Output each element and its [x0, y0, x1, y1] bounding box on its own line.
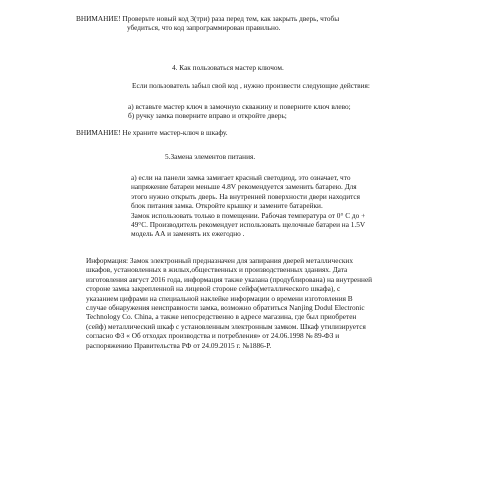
info-line: изготовления август 2016 года, информация также указана (продублирована) на внутренней — [86, 274, 373, 284]
warning-label: ВНИМАНИЕ! — [76, 14, 121, 23]
section-4-intro: Если пользователь забыл свой код , нужно произвести следующие действия: — [132, 81, 370, 90]
info-line: Замок электронный предназначен для запирания дверей металлических — [129, 256, 353, 265]
section-5-line: 49°С. Производитель рекомендует использовать щелочные батареи на 1.5V — [131, 220, 366, 230]
warning-text: Не храните мастер-ключ в шкафу. — [122, 128, 228, 137]
info-line: Technology Co. China, а также непосредственно в адресе магазина, где был приобретен — [86, 312, 357, 322]
section-5-line: Замок использовать только в помещении. Рабочая температура от 0° С до + — [131, 210, 366, 220]
warning-text-line-1: Проверьте новый код 3(три) раза перед тем, как закрыть дверь, чтобы — [122, 14, 340, 23]
section-5-line: а) если на панели замка замигает красный светодиод, это означает, что — [131, 173, 351, 182]
section-5-heading: 5.Замена элементов питания. — [165, 152, 256, 161]
warning-label: ВНИМАНИЕ! — [76, 128, 121, 137]
section-4-heading: 4. Как пользоваться мастер ключом. — [172, 63, 284, 72]
section-5-line: блок питания замка. Откройте крышку и замените батарейки. — [131, 201, 323, 211]
section-5-line: этого нужно открыть дверь. На внутренней поверхности двери находится — [131, 191, 361, 201]
info-line: согласно ФЗ « Об отходах производства и потребления» от 24.06.1998 № 89-ФЗ и — [86, 331, 340, 341]
section-5-line: напряжение батареи меньше 4.8V рекомендуется заменить батарею. Для — [131, 182, 357, 192]
info-line: указанием цифрами на специальной наклейке информации о времени изготовления В — [86, 293, 353, 303]
section-5-line: модель АА и заменять их ежегодно . — [131, 229, 245, 239]
info-label: Информация: — [86, 256, 129, 265]
step-b: б) ручку замка поверните вправо и откройте дверь; — [128, 111, 287, 121]
info-line: шкафов, установленных в жилых,общественных и производственных зданиях. Дата — [86, 265, 348, 275]
info-line: (сейф) металлический шкаф с установленным электронным замком. Шкаф утилизируется — [86, 321, 366, 331]
section-5-body — [131, 173, 365, 239]
step-a: а) вставьте мастер ключ в замочную скважину и поверните ключ влево; — [128, 102, 351, 111]
info-block — [86, 256, 372, 350]
section-4-steps — [128, 102, 351, 121]
warning-block-master-key — [76, 128, 228, 137]
info-line: случае обнаружения неисправности замка, возможно обратиться Nanjing Dodul Electronic — [86, 303, 365, 313]
warning-text-line-2: убедиться, что код запрограммирован правильно. — [127, 23, 281, 33]
warning-block-code-check — [76, 14, 339, 33]
info-line: стороне замка закрепленной на лицевой стороне сейфа(металлического шкафа), с — [86, 284, 341, 294]
info-line: распоряжению Правительства РФ от 24.09.2015 г. №1886-Р. — [86, 340, 272, 350]
